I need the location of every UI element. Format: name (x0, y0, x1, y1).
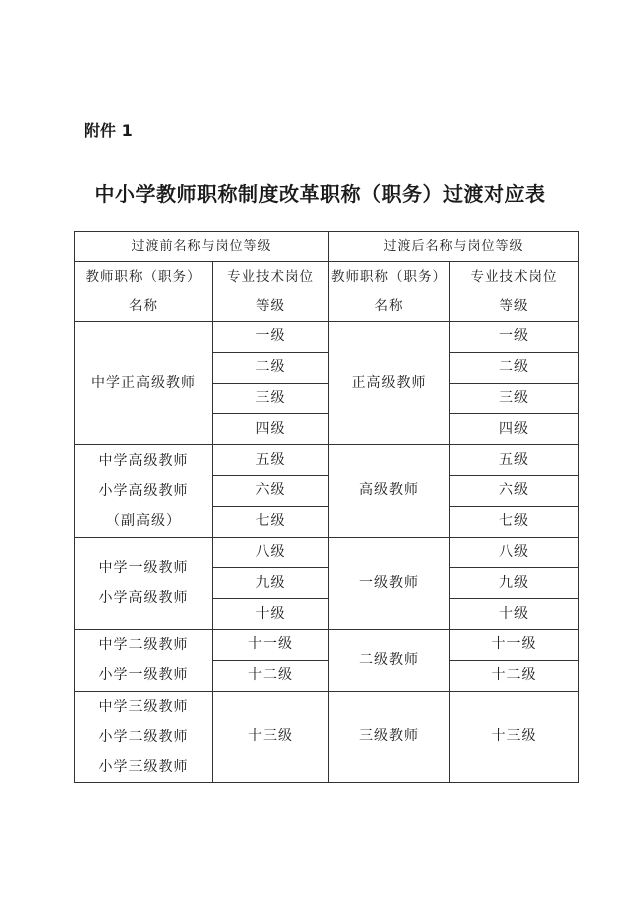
header-before-level: 专业技术岗位 等级 (213, 262, 329, 322)
before-title-cell (75, 322, 213, 445)
before-title-cell (75, 445, 213, 537)
before-title-line: 中学三级教师 (98, 698, 189, 715)
before-level-cell: 五级 (213, 445, 329, 476)
after-title-cell: 一级教师 (329, 537, 450, 629)
before-level-cell: 十级 (213, 599, 329, 630)
after-level-cell: 八级 (450, 537, 579, 568)
before-title-line: 小学高级教师 (98, 482, 189, 499)
table-row (75, 322, 579, 353)
before-title-cell (75, 537, 213, 629)
before-title-cell (75, 691, 213, 782)
after-level-cell: 十二级 (450, 660, 579, 691)
before-level-cell: 九级 (213, 568, 329, 599)
before-level-cell: 八级 (213, 537, 329, 568)
before-level-cell: 二级 (213, 352, 329, 383)
before-title-line: 小学一级教师 (98, 667, 189, 684)
header-after-level: 专业技术岗位 等级 (450, 262, 579, 322)
before-title-line: 中学二级教师 (98, 637, 189, 654)
before-title-cell (75, 629, 213, 691)
after-level-cell: 十一级 (450, 629, 579, 660)
after-level-cell: 五级 (450, 445, 579, 476)
attachment-label: 附件 1 (84, 121, 133, 140)
table-row (75, 691, 579, 782)
header-after: 过渡后名称与岗位等级 (329, 232, 579, 262)
before-title-line: 中学一级教师 (98, 560, 189, 577)
header-before: 过渡前名称与岗位等级 (75, 232, 329, 262)
table-row (75, 629, 579, 660)
before-title-line: 小学三级教师 (98, 758, 189, 775)
table-row (75, 537, 579, 568)
after-level-cell: 四级 (450, 414, 579, 445)
header-before-title: 教师职称（职务） 名称 (75, 262, 213, 322)
before-level-cell: 七级 (213, 506, 329, 537)
before-title-line: （副高级） (106, 512, 181, 529)
before-level-cell: 一级 (213, 322, 329, 353)
before-title-line: 小学高级教师 (98, 590, 189, 607)
after-level-cell: 二级 (450, 352, 579, 383)
transition-table (74, 231, 579, 783)
before-title-line: 中学正高级教师 (91, 375, 196, 392)
after-title-cell: 二级教师 (329, 629, 450, 691)
after-level-cell: 九级 (450, 568, 579, 599)
before-title-line: 中学高级教师 (98, 452, 189, 469)
before-level-cell: 十一级 (213, 629, 329, 660)
after-level-cell: 十三级 (450, 691, 579, 782)
after-level-cell: 三级 (450, 383, 579, 414)
table-row (75, 445, 579, 476)
after-level-cell: 十级 (450, 599, 579, 630)
before-level-cell: 三级 (213, 383, 329, 414)
before-level-cell: 十二级 (213, 660, 329, 691)
after-level-cell: 一级 (450, 322, 579, 353)
before-level-cell: 十三级 (213, 691, 329, 782)
after-level-cell: 七级 (450, 506, 579, 537)
before-level-cell: 六级 (213, 475, 329, 506)
before-level-cell: 四级 (213, 414, 329, 445)
after-level-cell: 六级 (450, 475, 579, 506)
after-title-cell: 三级教师 (329, 691, 450, 782)
document-title: 中小学教师职称制度改革职称（职务）过渡对应表 (94, 182, 546, 206)
after-title-cell: 正高级教师 (329, 322, 450, 445)
header-after-title: 教师职称（职务） 名称 (329, 262, 450, 322)
after-title-cell: 高级教师 (329, 445, 450, 537)
before-title-line: 小学二级教师 (98, 728, 189, 745)
